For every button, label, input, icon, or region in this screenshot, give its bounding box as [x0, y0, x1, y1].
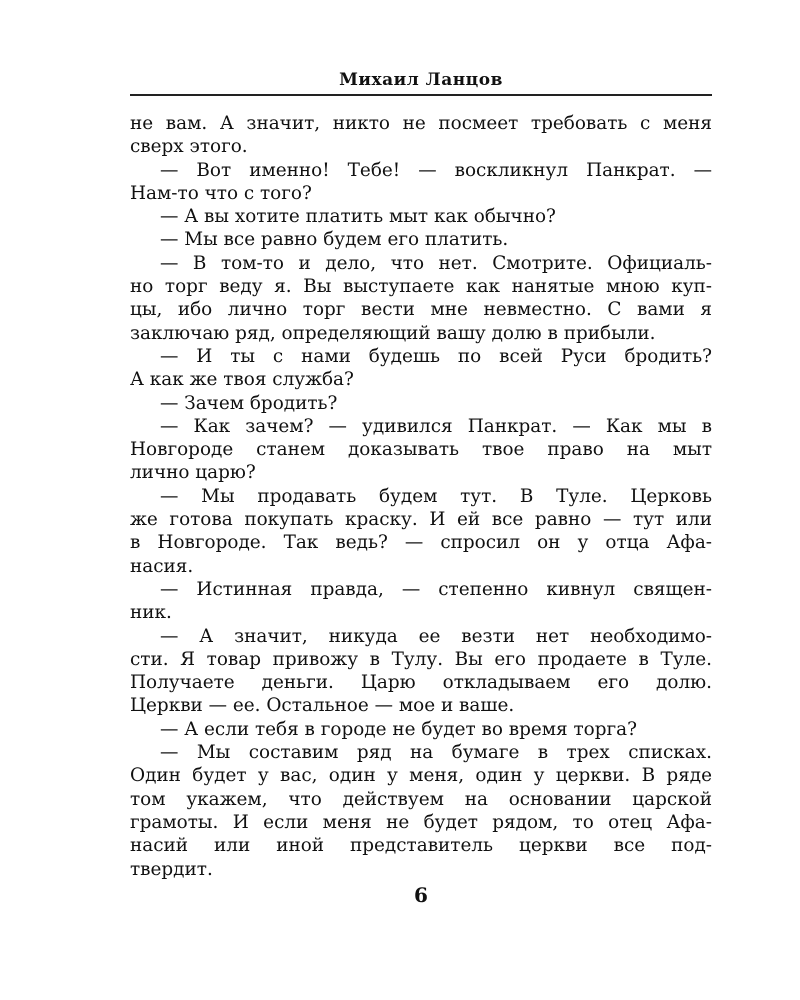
text-line: Один будет у вас, один у меня, один у церкви. В ряде — [130, 765, 712, 787]
text-line: же готова покупать краску. И ей все равно — тут или — [130, 509, 712, 531]
text-line: но торг веду я. Вы выступаете как нанятые мною куп- — [130, 276, 712, 298]
text-line: грамоты. И если меня не будет рядом, то отец Афа- — [130, 811, 712, 833]
text-line: — А если тебя в городе не будет во время торга? — [160, 718, 637, 740]
page-body-text — [130, 112, 712, 881]
text-line: сти. Я товар привожу в Тулу. Вы его продаете в Туле. — [130, 648, 712, 670]
text-line: — Истинная правда, — степенно кивнул священ- — [160, 578, 712, 600]
text-line: — И ты с нами будешь по всей Руси бродить? — [160, 345, 712, 367]
text-line: цы, ибо лично торг вести мне невместно. С вами я — [130, 299, 712, 321]
text-line: А как же твоя служба? — [130, 369, 354, 391]
text-line: Получаете деньги. Царю откладываем его долю. — [130, 672, 712, 694]
text-line: насия. — [130, 555, 194, 577]
text-line: не вам. А значит, никто не посмеет требовать с меня — [130, 113, 712, 134]
text-line: твердит. — [130, 858, 213, 880]
text-line: — Вот именно! Тебе! — воскликнул Панкрат. — — [160, 159, 712, 181]
text-line: — Зачем бродить? — [160, 392, 338, 414]
text-line: — А значит, никуда ее везти нет необходимо- — [160, 625, 712, 647]
header-rule — [130, 94, 712, 96]
text-line: — Мы составим ряд на бумаге в трех списках. — [160, 742, 712, 764]
text-line: лично царю? — [130, 462, 256, 484]
text-line: — Мы все равно будем его платить. — [160, 229, 509, 251]
text-line: — В том-то и дело, что нет. Смотрите. Официаль- — [160, 252, 712, 274]
text-line: Церкви — ее. Остальное — мое и ваше. — [130, 695, 515, 717]
text-line: Новгороде станем доказывать твое право на мыт — [130, 439, 712, 461]
text-line: сверх этого. — [130, 136, 248, 158]
text-line: в Новгороде. Так ведь? — спросил он у отца Афа- — [130, 532, 712, 554]
text-line: Нам-то что с того? — [130, 182, 312, 204]
text-line: — А вы хотите платить мыт как обычно? — [160, 206, 556, 228]
text-line: насий или иной представитель церкви все под- — [130, 835, 712, 857]
text-line: заключаю ряд, определяющий вашу долю в прибыли. — [130, 322, 656, 344]
text-line: том укажем, что действуем на основании царской — [130, 788, 712, 810]
text-line: — Как зачем? — удивился Панкрат. — Как мы в — [160, 415, 712, 437]
running-head-author: Михаил Ланцов — [339, 70, 503, 90]
page-number: 6 — [414, 883, 428, 907]
text-line: ник. — [130, 602, 172, 624]
text-line: — Мы продавать будем тут. В Туле. Церковь — [160, 485, 712, 507]
